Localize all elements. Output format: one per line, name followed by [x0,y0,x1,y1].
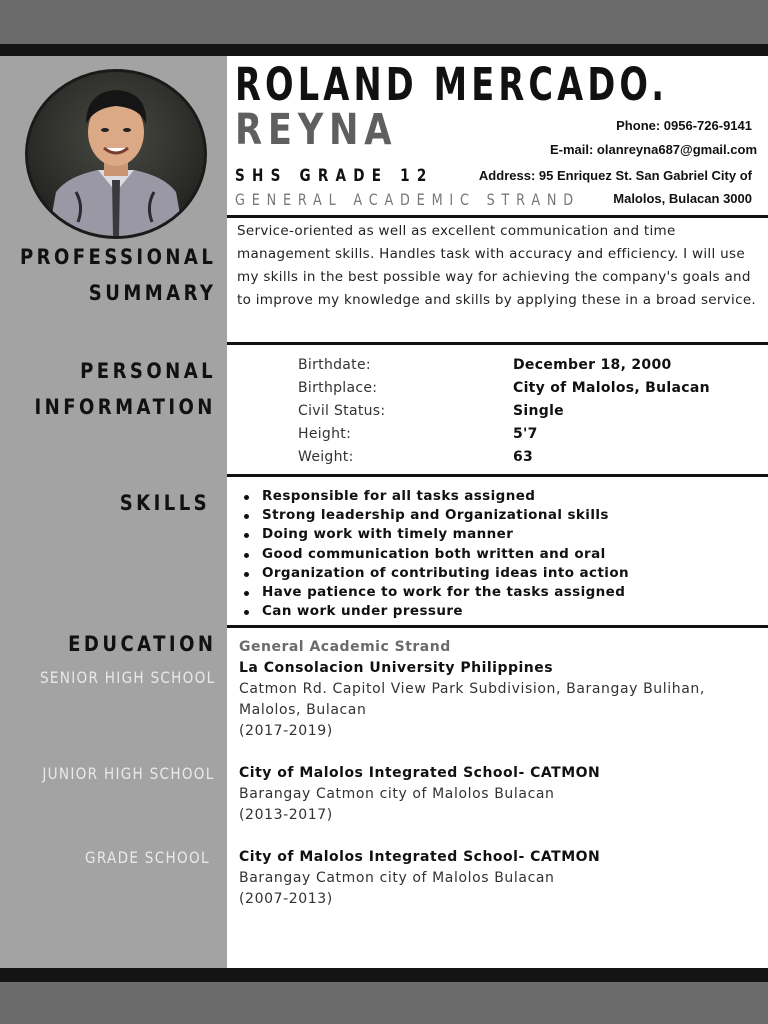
bottom-rule [0,968,768,982]
section-title-skills: SKILLS [119,491,210,515]
skill-item: Can work under pressure [239,602,629,621]
top-rule [0,44,768,56]
academic-strand: GENERAL ACADEMIC STRAND [235,190,580,209]
school-years-grade: (2007-2013) [239,891,333,907]
personal-value: 63 [513,449,534,465]
top-band [0,0,768,44]
address-line-1: Address: 95 Enriquez St. San Gabriel City of [478,168,752,183]
personal-label: Civil Status: [298,403,386,419]
skill-item: Have patience to work for the tasks assigned [239,583,629,602]
email-text: E-mail: olanreyna687@gmail.com [549,142,757,157]
profile-photo [25,69,207,239]
divider-personal [227,474,768,477]
education-level-senior: SENIOR HIGH SCHOOL [39,668,215,687]
section-title-education: EDUCATION [67,632,216,656]
personal-value: December 18, 2000 [513,357,672,373]
divider-header [227,215,768,218]
grade-level: SHS GRADE 12 [235,166,434,186]
school-years-senior: (2017-2019) [239,723,333,739]
school-name-grade: City of Malolos Integrated School- CATMON [239,849,601,865]
skill-item: Organization of contributing ideas into action [239,564,629,583]
education-level-grade: GRADE SCHOOL [85,848,210,867]
section-title-personal-2: INFORMATION [34,395,216,419]
skill-item: Responsible for all tasks assigned [239,487,629,506]
divider-summary [227,342,768,345]
education-strand: General Academic Strand [239,639,451,655]
address-line-2: Malolos, Bulacan 3000 [613,191,752,206]
school-name-junior: City of Malolos Integrated School- CATMON [239,765,601,781]
personal-value: City of Malolos, Bulacan [513,380,710,396]
bottom-band [0,982,768,1024]
school-address-junior: Barangay Catmon city of Malolos Bulacan [239,786,555,802]
personal-label: Birthplace: [298,380,378,396]
school-address-senior: Catmon Rd. Capitol View Park Subdivision, Barangay Bulihan, [239,681,705,697]
skill-item: Doing work with timely manner [239,525,629,544]
first-name: ROLAND MERCADO. [235,58,669,111]
school-years-junior: (2013-2017) [239,807,333,823]
section-title-summary-1: PROFESSIONAL [19,245,216,269]
education-level-junior: JUNIOR HIGH SCHOOL [42,764,215,783]
personal-value: 5'7 [513,426,538,442]
profile-photo-illustration [28,72,204,236]
school-address-grade: Barangay Catmon city of Malolos Bulacan [239,870,555,886]
personal-label: Birthdate: [298,357,371,373]
skills-list [239,487,629,621]
personal-label: Weight: [298,449,354,465]
school-address-senior-2: Malolos, Bulacan [239,702,367,718]
skill-item: Good communication both written and oral [239,545,629,564]
divider-skills [227,625,768,628]
last-name: REYNA [235,105,398,155]
summary-text: Service-oriented as well as excellent communication and time management skills. Handles task with accuracy and efficiency. I will use my skills in the best possible way for achieving the company's goals and to improve my knowledge and skills by applying these in a broad service. [237,223,757,308]
personal-value: Single [513,403,564,419]
section-title-summary-2: SUMMARY [88,281,216,305]
phone-text: Phone: 0956-726-9141 [616,118,752,133]
section-title-personal-1: PERSONAL [80,359,216,383]
school-name-senior: La Consolacion University Philippines [239,660,554,676]
personal-label: Height: [298,426,352,442]
skill-item: Strong leadership and Organizational skills [239,506,629,525]
